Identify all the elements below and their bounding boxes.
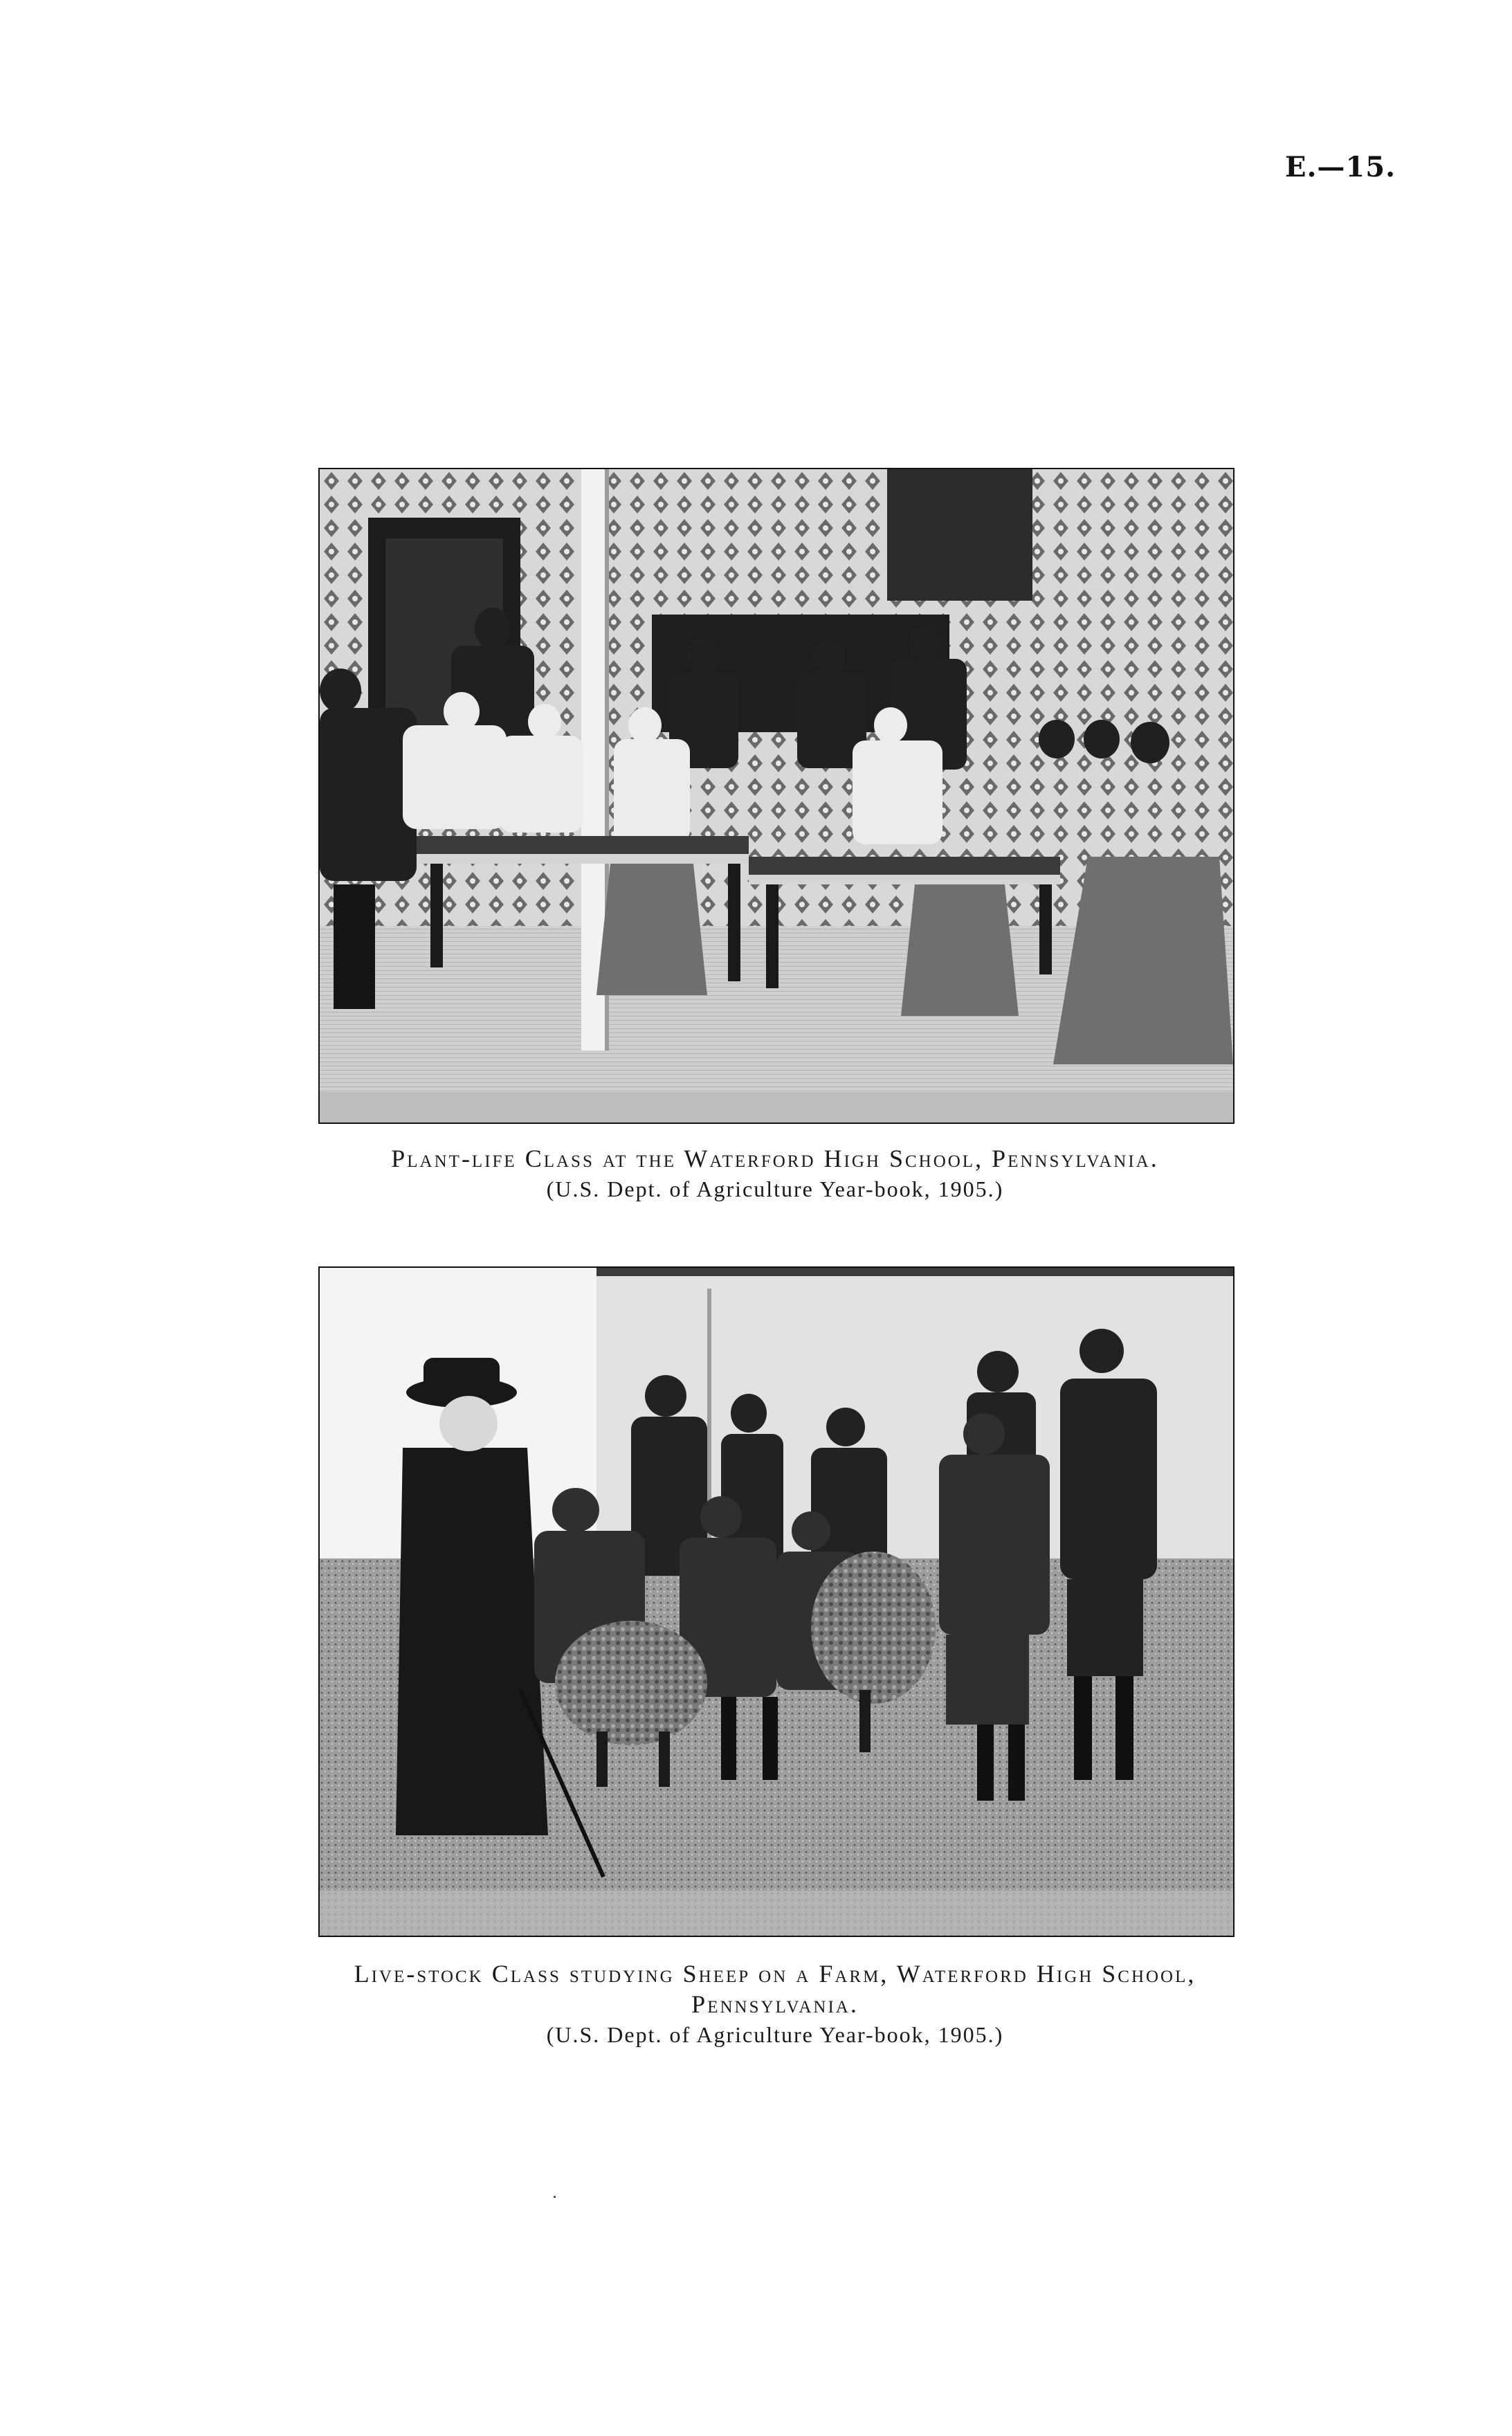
figure-2-caption [249,1958,1301,2050]
plant-life-class-image [320,469,1233,1122]
plant-life-class-photo [318,468,1235,1124]
figure-2-caption-line-1: Live-stock Class studying Sheep on a Farm, Waterford High School, [354,1960,1196,1988]
scan-speck [554,2196,556,2198]
figure-1-caption [249,1143,1301,1204]
figure-2-source: (U.S. Dept. of Agriculture Year-book, 1905.) [546,2022,1004,2047]
figure-2-caption-line-2: Pennsylvania. [691,1990,859,2018]
live-stock-class-photo [318,1266,1235,1937]
page-number: E.—15. [1284,151,1396,183]
figure-1-caption-line: Plant-life Class at the Waterford High School, Pennsylvania. [391,1145,1159,1172]
figure-1-source: (U.S. Dept. of Agriculture Year-book, 1905.) [546,1176,1004,1201]
live-stock-class-image [320,1268,1233,1936]
